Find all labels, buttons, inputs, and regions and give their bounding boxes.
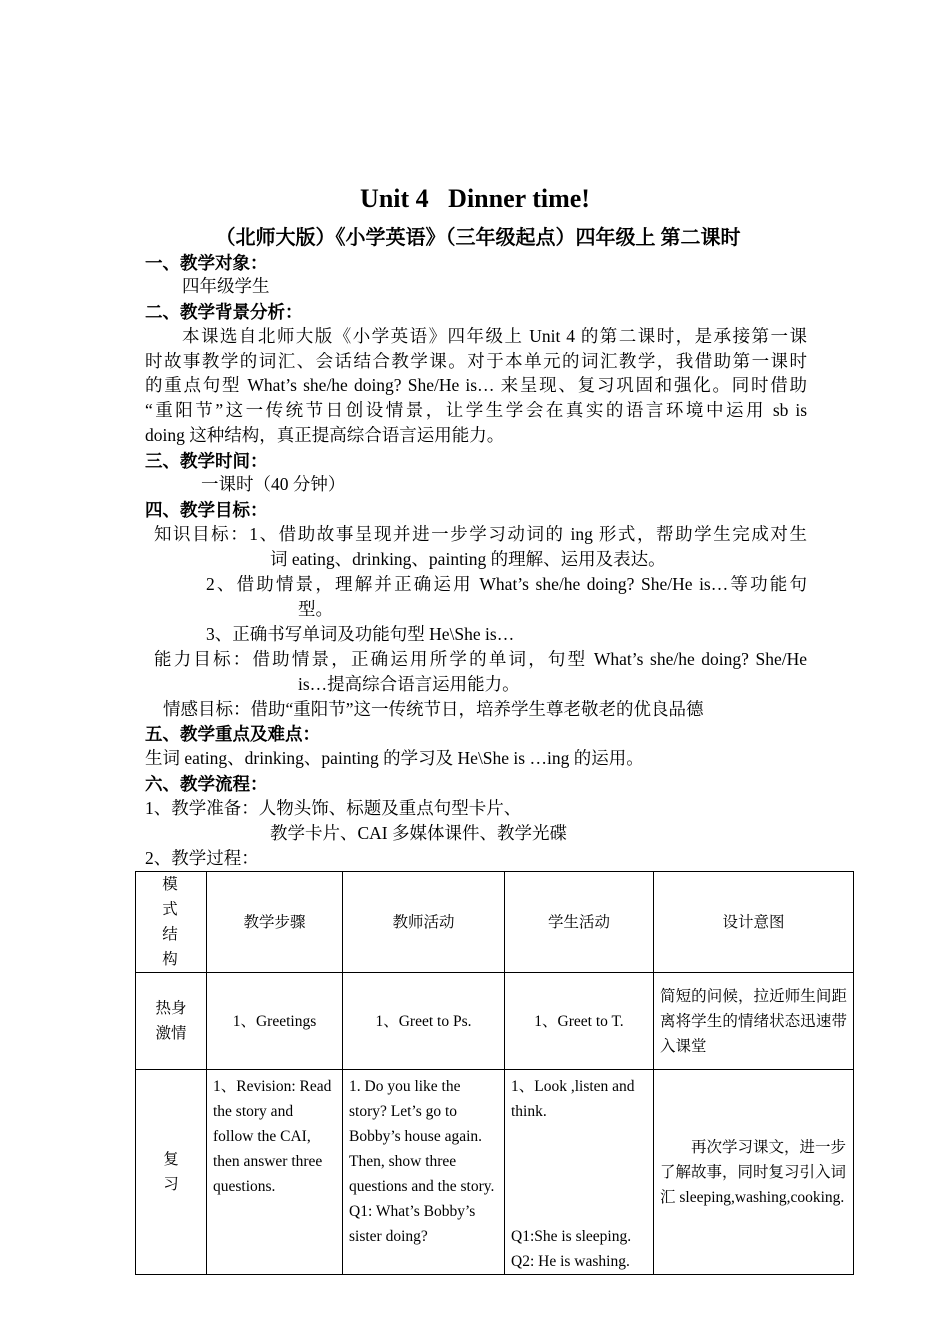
- section-5-text: 生词 eating、drinking、painting 的学习及 He\She is …ing 的运用。: [145, 748, 644, 768]
- section-6-heading: 六、教学流程：: [145, 774, 268, 794]
- design-intent-cell: 简短的问候，拉近师生间距离将学生的情绪状态迅速带入课堂: [654, 973, 854, 1070]
- section-3-heading: 三、教学时间：: [145, 451, 268, 471]
- student-answer: Q1:She is sleeping.: [511, 1228, 632, 1245]
- teaching-process-table: [135, 871, 854, 1275]
- objective-line: is…提高综合语言运用能力。: [298, 674, 520, 694]
- header-cell: 教学步骤: [207, 872, 343, 973]
- table-row: [136, 973, 854, 1070]
- objective-line: 3、正确书写单词及功能句型 He\She is…: [206, 624, 515, 644]
- step-cell: 1、Greetings: [207, 973, 343, 1070]
- design-intent-cell: 再次学习课文，进一步了解故事，同时复习引入词汇 sleeping,washing,cooking.: [654, 1070, 854, 1275]
- section-2-heading: 二、教学背景分析：: [145, 302, 303, 322]
- section-2-line: “重阳节”这一传统节日创设情景，让学生学会在真实的语言环境中运用 sb is: [145, 400, 807, 420]
- student-activity-cell: [505, 1070, 654, 1275]
- section-1-text: 四年级学生: [182, 276, 270, 296]
- section-2-line: 的重点句型 What’s she/he doing? She/He is… 来呈现、复习巩固和强化。同时借助: [145, 375, 807, 395]
- process-label: 2、教学过程：: [145, 848, 259, 868]
- objective-line: 知识目标：1、借助故事呈现并进一步学习动词的 ing 形式，帮助学生完成对生: [154, 524, 807, 544]
- section-3-text: 一课时（40 分钟）: [201, 474, 346, 494]
- section-2-line: doing 这种结构，真正提高综合语言运用能力。: [145, 425, 505, 445]
- header-cell: 设计意图: [654, 872, 854, 973]
- mode-cell: 复 习: [136, 1070, 207, 1275]
- section-1-heading: 一、教学对象：: [145, 253, 268, 273]
- preparation-line: 教学卡片、CAI 多媒体课件、教学光碟: [270, 823, 568, 843]
- section-2-line: 时故事教学的词汇、会话结合教学课。对于本单元的词汇教学，我借助第一课时: [145, 351, 807, 371]
- mode-cell: 热身 激情: [136, 973, 207, 1070]
- student-activity-text: 1、Look ,listen and think.: [511, 1078, 635, 1120]
- teacher-activity-cell: 1、Greet to Ps.: [343, 973, 505, 1070]
- student-activity-cell: 1、Greet to T.: [505, 973, 654, 1070]
- objective-line: 型。: [298, 599, 333, 619]
- preparation-line: 1、教学准备：人物头饰、标题及重点句型卡片、: [145, 798, 522, 818]
- document-subtitle: （北师大版）《小学英语》（三年级起点）四年级上 第二课时: [215, 227, 741, 249]
- objective-line: 词 eating、drinking、painting 的理解、运用及表达。: [270, 549, 666, 569]
- header-cell: 学生活动: [505, 872, 654, 973]
- student-answer: Q2: He is washing.: [511, 1253, 630, 1270]
- objective-line: 能力目标：借助情景，正确运用所学的单词，句型 What’s she/he doing? She/He: [154, 649, 807, 669]
- step-cell: 1、Revision: Read the story and follow the CAI, then answer three questions.: [207, 1070, 343, 1275]
- section-2-line: 本课选自北师大版《小学英语》四年级上 Unit 4 的第二课时，是承接第一课: [182, 326, 807, 346]
- section-4-heading: 四、教学目标：: [145, 500, 268, 520]
- table-header-row: [136, 872, 854, 973]
- teacher-activity-cell: 1. Do you like the story? Let’s go to Bobby’s house again. Then, show three questions and the story. Q1: What’s Bobby’s sister doing?: [343, 1070, 505, 1275]
- table-row: [136, 1070, 854, 1275]
- objective-line: 2、借助情景，理解并正确运用 What’s she/he doing? She/He is…等功能句: [206, 574, 807, 594]
- section-5-heading: 五、教学重点及难点：: [145, 724, 320, 744]
- objective-line: 情感目标：借助“重阳节”这一传统节日，培养学生尊老敬老的优良品德: [163, 699, 704, 719]
- header-cell: 教师活动: [343, 872, 505, 973]
- header-cell: 模 式 结 构: [136, 872, 207, 973]
- document-title: Unit 4 Dinner time!: [360, 184, 590, 213]
